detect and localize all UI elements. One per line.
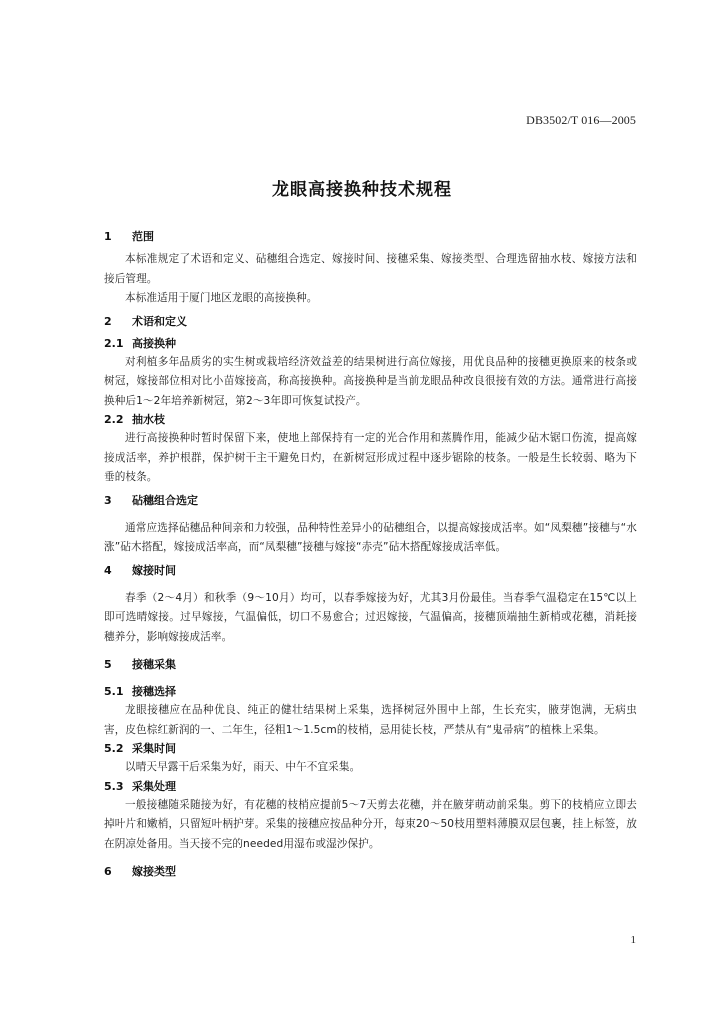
subsection-5-2-heading bbox=[104, 740, 637, 758]
section-1-paragraph-2: 本标准适用于厦门地区龙眼的高接换种。 bbox=[125, 292, 318, 304]
section-number: 6 bbox=[104, 865, 112, 878]
section-number: 2 bbox=[104, 314, 112, 328]
subsection-title: 抽水枝 bbox=[132, 413, 165, 426]
subsection-2-2-paragraph: 进行高接换种时暂时保留下来，使地上部保持有一定的光合作用和蒸腾作用，能减少砧木锯口伤流，提高嫁接成活率，养护根群，保护树干主干避免日灼，在新树冠形成过程中逐步锯除的枝条。一般是生长较弱、略为下垂的枝条。 bbox=[104, 432, 637, 483]
section-title: 嫁接时间 bbox=[132, 563, 176, 577]
subsection-title: 接穗选择 bbox=[132, 685, 176, 698]
section-1-paragraph-1: 本标准规定了术语和定义、砧穗组合选定、嫁接时间、接穗采集、嫁接类型、合理选留抽水枝、嫁接方法和接后管理。 bbox=[104, 253, 637, 285]
section-4-heading bbox=[104, 562, 637, 580]
subsection-title: 高接换种 bbox=[132, 336, 176, 350]
subsection-5-1-paragraph: 龙眼接穗应在品种优良、纯正的健壮结果树上采集，选择树冠外围中上部，生长充实，腋芽饱满，无病虫害，皮色棕红新润的一、二年生，径粗1～1.5cm的枝梢，忌用徒长枝，严禁从有“鬼帚病”的植株上采集。 bbox=[104, 704, 637, 736]
subsection-5-3-heading bbox=[104, 778, 637, 796]
page-number: 1 bbox=[630, 934, 636, 946]
subsection-number: 2.2 bbox=[104, 413, 124, 426]
section-number: 1 bbox=[104, 230, 112, 243]
document-body bbox=[104, 228, 637, 881]
subsection-2-1-paragraph: 对利植多年品质劣的实生树或栽培经济效益差的结果树进行高位嫁接，用优良品种的接穗更换原来的枝条或树冠，嫁接部位相对比小苗嫁接高，称高接换种。高接换种是当前龙眼品种改良很接有效的方法。通常进行高接换种后1～2年培养新树冠，第2～3年即可恢复试投产。 bbox=[104, 355, 637, 407]
subsection-5-1-heading bbox=[104, 683, 637, 701]
section-4-paragraph: 春季（2～4月）和秋季（9～10月）均可，以春季嫁接为好，尤其3月份最佳。当春季气温稳定在15℃以上即可选晴嫁接。过早嫁接，气温偏低，切口不易愈合；过迟嫁接，气温偏高，接穗顶端抽生新梢或花穗，消耗接穗养分，影响嫁接成活率。 bbox=[104, 591, 637, 643]
section-title: 接穗采集 bbox=[132, 658, 176, 671]
section-title: 术语和定义 bbox=[132, 314, 187, 328]
section-1-heading bbox=[104, 228, 637, 246]
subsection-title: 采集处理 bbox=[132, 779, 176, 793]
section-number: 5 bbox=[104, 658, 112, 671]
section-3-paragraph: 通常应选择砧穗品种间亲和力较强，品种特性差异小的砧穗组合，以提高嫁接成活率。如“凤梨穗”接穗与“水涨”砧木搭配，嫁接成活率高，而“凤梨穗”接穗与嫁接“赤壳”砧木搭配嫁接成活率低。 bbox=[104, 521, 637, 553]
subsection-number: 2.1 bbox=[104, 336, 124, 350]
section-title: 砧穗组合选定 bbox=[132, 493, 198, 507]
section-3-heading bbox=[104, 492, 637, 510]
section-title: 范围 bbox=[132, 230, 154, 243]
section-6-heading bbox=[104, 863, 637, 881]
subsection-number: 5.1 bbox=[104, 685, 124, 698]
subsection-5-3-paragraph: 一般接穗随采随接为好，有花穗的枝梢应提前5～7天剪去花穗，并在腋芽萌动前采集。剪下的枝梢应立即去掉叶片和嫩梢，只留短叶柄护芽。采集的接穗应按品种分开，每束20～50枝用塑料薄膜双层包裹，挂上标签，放在阴凉处备用。当天接不完的needed用湿布或湿沙保护。 bbox=[104, 798, 637, 850]
subsection-2-2-heading bbox=[104, 411, 637, 429]
subsection-number: 5.3 bbox=[104, 779, 124, 793]
section-number: 3 bbox=[104, 493, 112, 507]
section-number: 4 bbox=[104, 563, 112, 577]
section-2-heading bbox=[104, 313, 637, 331]
document-title: 龙眼高接换种技术规程 bbox=[272, 180, 452, 200]
standard-code: DB3502/T 016—2005 bbox=[526, 113, 636, 127]
section-title: 嫁接类型 bbox=[132, 865, 176, 878]
subsection-number: 5.2 bbox=[104, 742, 124, 755]
subsection-5-2-paragraph: 以晴天早露干后采集为好，雨天、中午不宜采集。 bbox=[125, 761, 361, 773]
section-5-heading bbox=[104, 656, 637, 674]
subsection-title: 采集时间 bbox=[132, 742, 176, 755]
subsection-2-1-heading bbox=[104, 335, 637, 353]
